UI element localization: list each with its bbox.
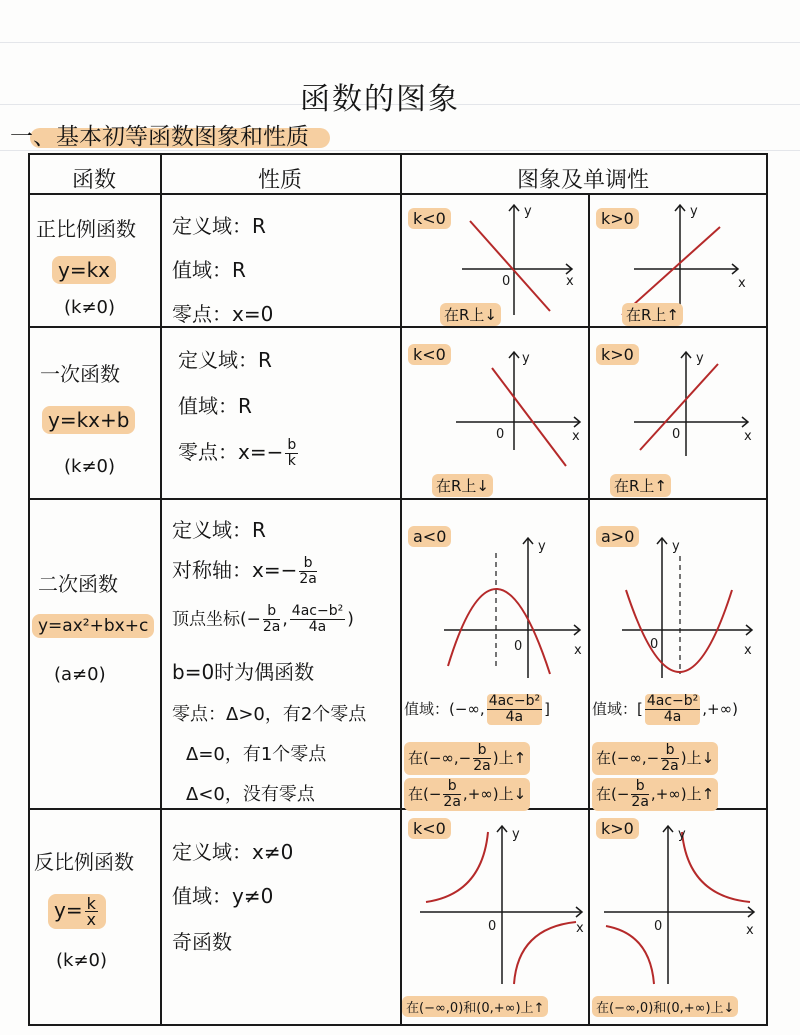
svg-text:x: x [746, 923, 754, 938]
row3-left-tag: a<0 [408, 526, 451, 547]
row3-left-decreasing: 在(− $\frac{b}{2a}$ ,+∞)上↓ [404, 778, 530, 811]
row3-left-graph [400, 498, 588, 684]
row3-zero-none: Δ<0，没有零点 [186, 784, 315, 805]
svg-text:0: 0 [514, 639, 523, 654]
svg-text:y: y [690, 204, 698, 219]
svg-text:y: y [672, 539, 680, 554]
row3-right-increasing: 在(− $\frac{b}{2a}$ ,+∞)上↑ [592, 778, 718, 811]
row4-right-tag: k>0 [596, 818, 639, 839]
row4-condition: (k≠0) [56, 950, 108, 971]
row3-right-graph [588, 498, 766, 684]
row4-function-name: 反比例函数 [34, 850, 134, 874]
row2-left-graph [400, 326, 588, 498]
svg-text:x: x [744, 643, 752, 658]
header-property: 性质 [257, 168, 302, 193]
svg-text:x: x [566, 274, 574, 289]
row1-formula: y=kx [52, 256, 116, 284]
row4-left-monotonicity: 在(−∞,0)和(0,+∞)上↑ [402, 996, 548, 1017]
row3-function-name: 二次函数 [38, 572, 118, 596]
svg-text:0: 0 [650, 637, 659, 652]
svg-text:y: y [696, 351, 704, 366]
svg-text:x: x [574, 643, 582, 658]
row3-zero-one: Δ=0，有1个零点 [186, 744, 327, 765]
svg-text:0: 0 [496, 427, 505, 442]
row4-right-graph [588, 808, 766, 988]
row2-condition: (k≠0) [64, 456, 116, 477]
svg-text:x: x [576, 921, 584, 936]
row2-right-graph [588, 326, 766, 498]
svg-text:y: y [522, 351, 530, 366]
row2-zero: 零点：x=− $\frac{b}{k}$ [178, 437, 297, 469]
svg-text:y: y [538, 539, 546, 554]
row3-axis-of-symmetry: 对称轴：x=− $\frac{b}{2a}$ [172, 555, 317, 587]
row3-left-range: 值域：(−∞, $\frac{\text{4ac−b²}}{4a}$ ] [404, 693, 550, 725]
row4-formula: y= $\frac{k}{x}$ [48, 894, 106, 929]
svg-text:x: x [744, 429, 752, 444]
row3-even-note: b=0时为偶函数 [172, 660, 315, 684]
svg-text:0: 0 [488, 919, 497, 934]
svg-text:0: 0 [672, 427, 681, 442]
row2-left-monotonicity: 在R上↓ [432, 474, 493, 497]
row2-left-tag: k<0 [408, 344, 451, 365]
row1-zero: 零点：x=0 [172, 302, 274, 326]
row3-vertex: 顶点坐标(− $\frac{b}{2a}$ , $\frac{\text{4ac−b²}}{4a}$ ) [172, 603, 354, 635]
svg-text:0: 0 [654, 919, 663, 934]
row3-condition: (a≠0) [54, 664, 106, 685]
row2-function-name: 一次函数 [40, 362, 120, 386]
header-function: 函数 [71, 168, 116, 193]
header-graph: 图象及单调性 [516, 168, 649, 193]
row1-left-monotonicity: 在R上↓ [440, 303, 501, 326]
row1-condition: (k≠0) [64, 297, 116, 318]
page-title: 函数的图象 [300, 82, 460, 117]
row1-function-name: 正比例函数 [36, 217, 136, 241]
row1-range: 值域：R [172, 258, 246, 282]
row2-domain: 定义域：R [178, 348, 272, 372]
row4-right-monotonicity: 在(−∞,0)和(0,+∞)上↓ [592, 996, 738, 1017]
row3-right-tag: a>0 [596, 526, 639, 547]
row4-left-graph [400, 808, 588, 988]
row1-right-tag: k>0 [596, 208, 639, 229]
row3-left-increasing: 在(−∞,− $\frac{b}{2a}$ )上↑ [404, 742, 530, 775]
svg-text:x: x [572, 429, 580, 444]
row3-right-decreasing: 在(−∞,− $\frac{b}{2a}$ )上↓ [592, 742, 718, 775]
row3-domain: 定义域：R [172, 518, 266, 542]
row4-range: 值域：y≠0 [172, 884, 274, 908]
row1-left-tag: k<0 [408, 208, 451, 229]
svg-text:x: x [738, 276, 746, 291]
row4-parity: 奇函数 [172, 930, 232, 954]
row2-right-tag: k>0 [596, 344, 639, 365]
row1-domain: 定义域：R [172, 214, 266, 238]
svg-text:y: y [512, 827, 520, 842]
row3-zero-two: 零点：Δ>0，有2个零点 [172, 704, 367, 725]
svg-text:y: y [678, 827, 686, 842]
row2-formula: y=kx+b [42, 406, 135, 434]
row1-right-monotonicity: 在R上↑ [622, 303, 683, 326]
row4-left-tag: k<0 [408, 818, 451, 839]
section-heading: 一、基本初等函数图象和性质 [10, 124, 309, 150]
svg-text:0: 0 [502, 274, 511, 289]
row4-domain: 定义域：x≠0 [172, 840, 294, 864]
row3-formula: y=ax²+bx+c [32, 614, 154, 638]
svg-text:y: y [524, 204, 532, 219]
row3-right-range: 值域：[ $\frac{\text{4ac−b²}}{4a}$ ,+∞) [592, 693, 738, 725]
row2-range: 值域：R [178, 394, 252, 418]
row2-right-monotonicity: 在R上↑ [610, 474, 671, 497]
